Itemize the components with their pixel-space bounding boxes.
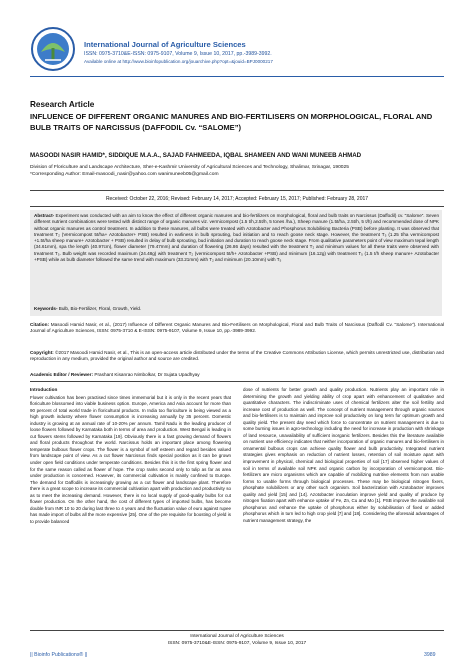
- keywords-label: Keywords-: [34, 306, 58, 311]
- journal-title: International Journal of Agriculture Sciences: [84, 40, 246, 49]
- journal-logo-icon: [30, 26, 76, 72]
- header-divider: [30, 76, 444, 77]
- footer-divider: [30, 630, 444, 631]
- abstract-text: Experiment was conducted with an aim to know the effect of different organic manures and bio-fertilizers on morphological, floral and bulb traits on Narcissus (Daffodil) cv. “Salome”. Seven different nutrient combinations were tested with distinct range of organic manures viz. vermicompost (1.5 t/h,2.5t/h, 5 tones /ha.), Sheep manure (1.5t/ha, 2.5t/h, 5 t/h) and recommended dose of NPK without organic manures as control treatment. In addition to these manures, all bulbs were treated with Azotobacter and Phosphorus Solubilising Bacteria (PSB) before planting. It was observed that treatment T₂ (Vermicompost 5t/ha+ Azotobacter+ PSB) resulted in earliness in bulb sprouting, bud initiation and to reach goose neck stage. However, the treatment T₅ (1.25 t/ha vermicompost +1.5t/ha sheep manure+ Azotobacter + PSB) resulted in delay of bulb sprouting, bud initiation and duration to reach goose neck stage. From qualitative parameters point of view maximum tepal length (34.61mm), spa the length (40.97cm), flower diameter (79.47mm) and duration of flowering (26.86 days) resulted with the treatment T₂ and minimum values for all these traits were observed with treatment T₅. Bulb weight was recorded maximum (24.48g) with treatment T₂ (vermicompost 5t/h+ Azotobacter +PSB) and minimum (16.12g) with treatment T₅ (1.5 t/h sheep manure+ Azotobacter +PSB) while as bulb diameter followed the same trend with maximum (33.21mm) with T₂ and minimum (20.10mm) with T₅: [34, 213, 439, 262]
- introduction-text: Flower cultivation has been practised since times immemorial but it is only in the recent years that floriculture blossomed into viable business option. Europe, America and Asia account for more than 90 percent of total world trade in floricultural products. In India too floriculture is being viewed as a high growth industry where flower consumption is increasing annually by 35 percent. Domestic industry is growing at an annual rate of 10-20% per annum. Tamil Nadu is the leading producer of loose flowers followed by Karnataka both in terms of area and production. West Bengal is leading in cut flowers stems followed by Karnataka [19]. Obviously there is a fast growing demand of flowers and floral products throughout the world. Narcissus holds an important place among flowering temperate bulbous flower crops. The flower is a symbol of self esteem and regard besides valued from landscape point of view. As a cut flower Narcissus finds special position as it can be grown under open field conditions under temperate conditions. Besides this it is the first spring flower and for the same reason called as flower of hope. The crop ranks second only to tulip as far as area under production is concerned. However, its commercial cultivation is mainly confined to Europe. The demand for Daffodils is increasingly growing as a cut flower and landscape plant. Therefore there is a great scope to increase its commercial cultivation apart with production and productivity so as to meet the increasing demand. However, there is no local supply of good-quality bulbs for cut flower production. On the other hand, the cost of different types of imported bulbs, has become double from INR 10 to 20 during last three to 4 years and the fluctuation value of euro against rupee has made import of bulbs all the more expensive [25]. One of the pre requisite for boosting of yield is to provide balanced: [30, 394, 231, 524]
- citation-label: Citation:: [30, 322, 50, 327]
- copyright-label: Copyright:: [30, 350, 54, 355]
- keywords: [34, 306, 439, 311]
- academic-editor: [30, 372, 444, 377]
- abstract-label: Abstract-: [34, 213, 55, 218]
- article-title: INFLUENCE OF DIFFERENT ORGANIC MANURES AND BIO-FERTILISERS ON MORPHOLOGICAL, FLORAL AND BULB TRAITS OF NARCISSUS (DAFFODIL Cv. “SALOME”): [30, 112, 433, 132]
- footer-publisher-brand: || Bioinfo Publications® ||: [30, 652, 88, 658]
- body-column-right: [243, 387, 444, 524]
- footer-journal: International Journal of Agriculture Sciences: [190, 634, 284, 639]
- corresponding-author: *Corresponding Author: Email-masoodi_nasir@yahoo.com wanimuneeb05@gmail.com: [30, 171, 219, 177]
- footer-issn: ISSN: 0975-3710&E-ISSN: 0975-9107, Volume 9, Issue 10, 2017: [167, 641, 307, 646]
- citation: [30, 322, 444, 335]
- page-number: 3989: [424, 652, 436, 658]
- editor-divider: [30, 381, 444, 382]
- copyright: [30, 350, 444, 363]
- journal-url-link[interactable]: Available online at http://www.bioinfopublication.org/jouarchive.php?opt=&jouid=BPJ0000217: [84, 59, 273, 64]
- journal-issn: ISSN: 0975-3710&E-ISSN: 0975-9107, Volume 9, Issue 10, 2017, pp.-3989-3992.: [84, 51, 272, 57]
- dates-divider-bottom: [30, 206, 444, 207]
- editor-label: Academic Editor / Reviewer:: [30, 372, 94, 377]
- author-list: MASOODI NASIR HAMID*, SIDDIQUE M.A.A., SAJAD FAHMEEDA, IQBAL SHAMEEN AND WANI MUNEEB AHMAD: [30, 152, 362, 159]
- article-type: Research Article: [30, 100, 95, 109]
- copyright-text: ©2017 Masoodi Hamid Nasir, et al., This is an open-access article distributed under the terms of the Creative Commons Attribution License, which permits unrestricted use, distribution and reproduction in any medium, provided the original author and source are credited.: [30, 350, 444, 362]
- citation-text: Masoodi Hamid Nasir, et al., (2017) Influence of Different Organic Manures and Bio-Fertilisers on Morphological, Floral and Bulb Traits of Narcissus (Daffodil Cv. “Salome”). International Journal of Agriculture Sciences, ISSN: 0975-3710 & E-ISSN: 0975-9107, Volume 9, Issue 10, pp.-3989-3992.: [30, 322, 444, 334]
- keywords-text: Bulb, Bio-Fertilizer, Floral, Growth, Yield.: [57, 306, 142, 311]
- affiliation: Division of Floriculture and Landscape Architecture, Sher-e-Kashmir University of Agricultural Sciences and Technology, Shalimar, Srinagar, 190025: [30, 165, 349, 170]
- editor-text: Prashant Kisanrao Nimbolkar, Dr Sujata Upadhyay: [93, 372, 200, 377]
- body-text-continued: dose of nutrients for better growth and quality production. Nutrients play an important role in determining the growth and yielding ability of crop apart with enhancement of qualitative and quantitative characters. The indiscriminate uses of chemical fertilizers alter the soil fertility and increase cost of production as well. The concept of nutrient management through organic sources and bio-fertilisers is to maintain and improve soil productivity on long term for optimum growth and quality yield. The present day need which force to concentrate on nutrient management is due to some burning issues in agro-technology including the need for increase in production with shrinkage of land resource, unavailability of sufficient inorganic fertilizers. Besides this the literature available on nutrient use efficiency indicates that neither incorporation of organic manures and bio-fertilisers in ornamental bulbous crops can achieve quality flower and bulb productivity. Integrated nutrient strategies gives emphasis on reduction of nutrient losses, retention of soil moisture apart with improvement in physical, chemical and biological properties of soil [17] observed higher values of soil in terms of available soil NPK and organic carbon by incorporation of vermicompost. Bio-fertilizers are micro organisms which are capable of mobilizing nutritive elements from non usable forms to usable forms through biological processes. These may be biological nitrogen fixers, phosphate solubilizers or any other such organism. Soil bacterization with Azotobacter improves quality and yield [15] and [14]. Azotobacter inoculation improve yield and quality of produce by nitrogen fixation apart with enhance uptake of Fe, Zn, Cu and Mo [1]. PSB improve the available soil phosphorus and enhance the uptake of phosphorus either by solubilisation of fixed or added phosphorus which in turn led to high crop yield [7] and [18]. Considering the aforesaid advantages of nutrient management strategy, the: [243, 387, 444, 523]
- abstract: [34, 213, 439, 263]
- publication-dates: Received: October 22, 2016; Revised: February 14, 2017; Accepted: February 15, 2017; Published: February 28, 2017: [105, 196, 369, 202]
- dates-divider-top: [30, 190, 444, 191]
- body-column-left: [30, 387, 231, 525]
- introduction-heading: Introduction: [30, 387, 58, 392]
